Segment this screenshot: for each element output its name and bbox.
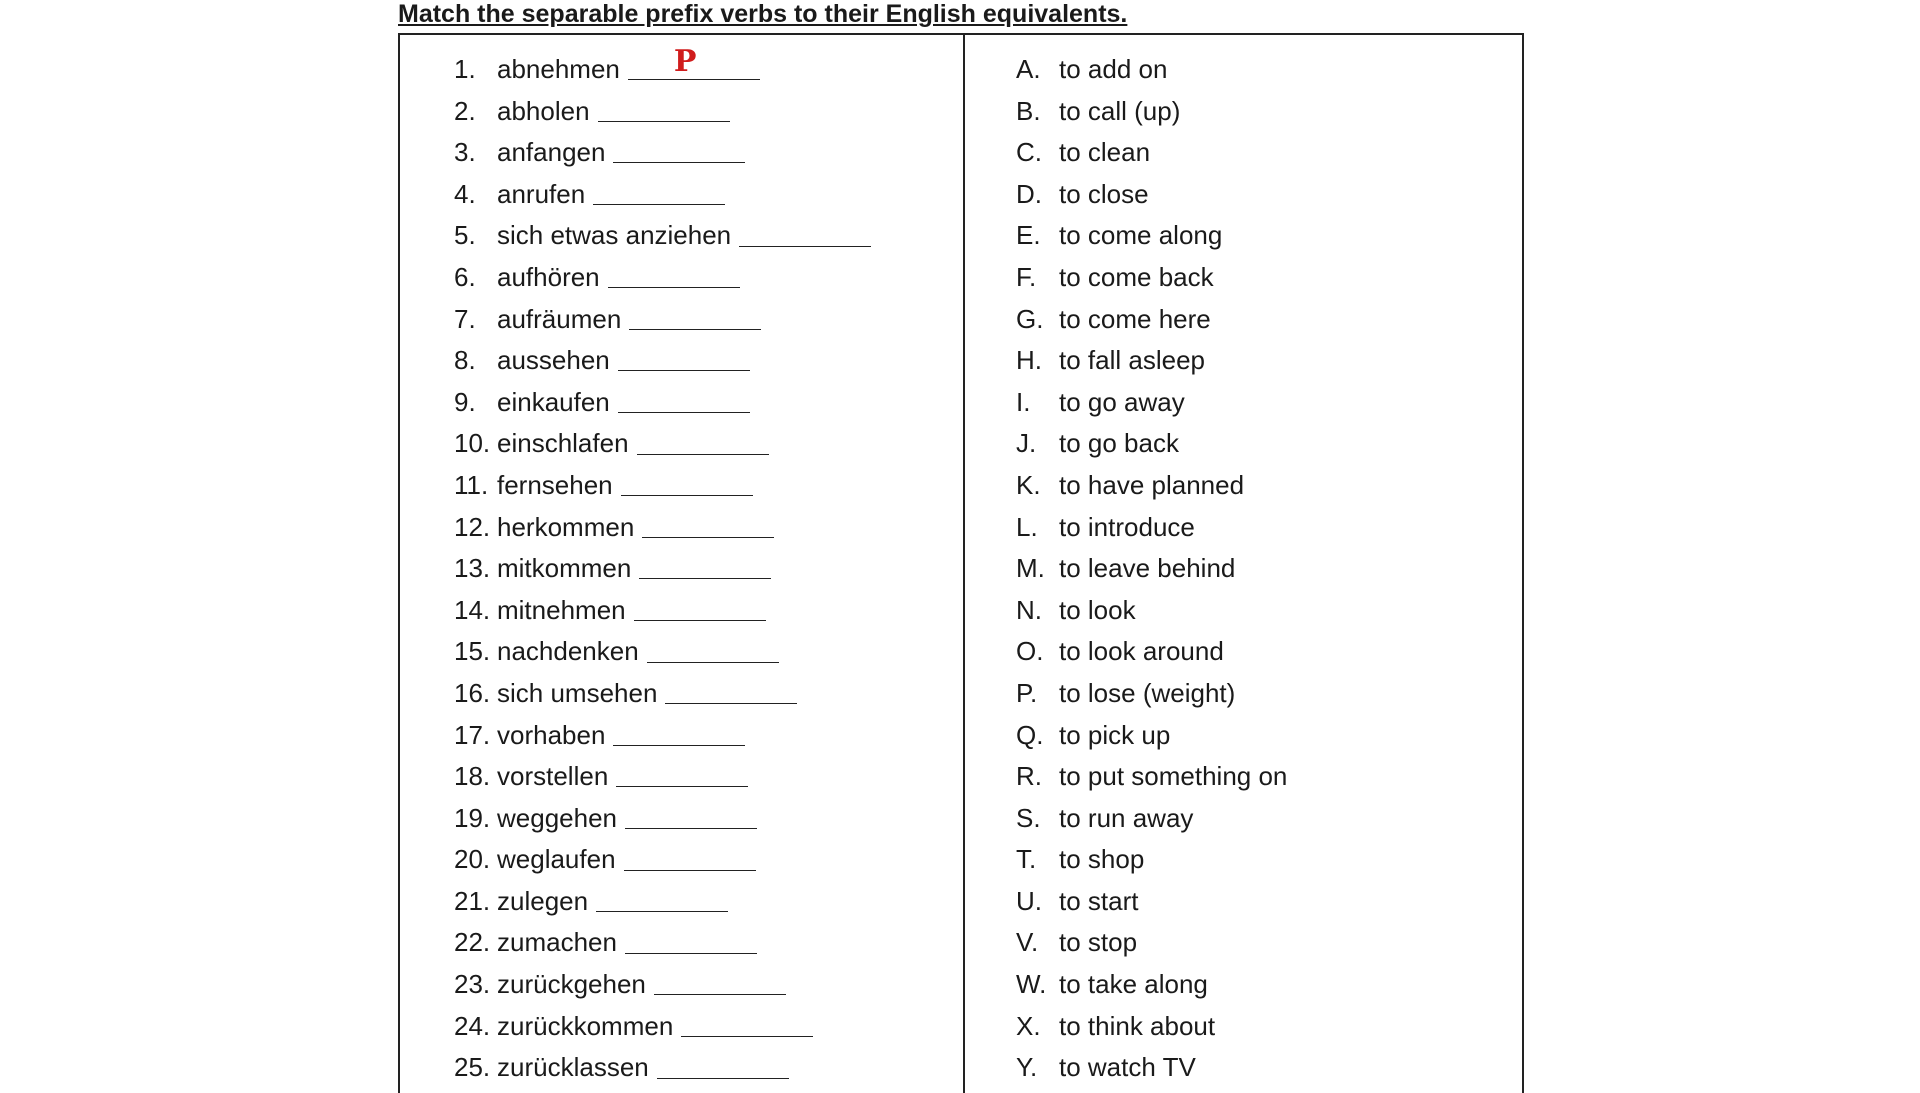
verb-term: vorstellen [497, 761, 609, 792]
verb-term: sich umsehen [497, 677, 658, 708]
definition-item [1016, 299, 1287, 341]
answer-blank[interactable] [613, 136, 745, 163]
verb-term: zurückgehen [497, 969, 646, 1000]
answer-blank[interactable] [628, 44, 760, 80]
definition-item [1016, 215, 1287, 257]
verb-term: einkaufen [497, 386, 610, 417]
definition-text: to run away [1059, 802, 1194, 833]
worksheet-title: Match the separable prefix verbs to their English equivalents. [398, 0, 1128, 28]
definition-text: to add on [1059, 54, 1168, 84]
verb-item [454, 922, 871, 964]
verb-number: 4. [454, 178, 476, 209]
verb-item [454, 340, 871, 382]
verb-number: 23. [454, 969, 491, 1000]
definition-letter: E. [1016, 220, 1041, 251]
answer-blank[interactable] [642, 511, 774, 538]
verb-number: 12. [454, 511, 491, 542]
verb-term: mitkommen [497, 553, 632, 584]
verb-term: mitnehmen [497, 594, 626, 625]
definition-text: to shop [1059, 844, 1145, 875]
verb-item [454, 465, 871, 507]
definition-item [1016, 132, 1287, 174]
verb-number: 15. [454, 636, 491, 667]
definition-text: to leave behind [1059, 553, 1236, 584]
definition-text: to clean [1059, 137, 1151, 168]
definition-letter: T. [1016, 844, 1037, 875]
definition-text: to call (up) [1059, 95, 1181, 126]
definition-letter: Y. [1016, 1052, 1038, 1083]
verb-item [454, 1006, 871, 1048]
answer-blank[interactable] [621, 469, 753, 496]
definition-text: to come here [1059, 303, 1211, 334]
definition-text: to fall asleep [1059, 345, 1205, 376]
definition-letter: R. [1016, 761, 1042, 792]
verb-number: 6. [454, 261, 476, 292]
definition-letter: P. [1016, 677, 1038, 708]
definition-item [1016, 49, 1287, 91]
verb-item [454, 423, 871, 465]
verb-term: herkommen [497, 511, 635, 542]
answer-blank[interactable] [634, 594, 766, 621]
verb-term: vorhaben [497, 719, 606, 750]
definition-text: to go away [1059, 386, 1185, 417]
definition-letter: H. [1016, 345, 1042, 376]
definition-letter: C. [1016, 137, 1042, 168]
answer-letter: P [673, 44, 697, 80]
definition-letter: L. [1016, 511, 1038, 542]
definition-text: to stop [1059, 927, 1138, 958]
definition-text: to put something on [1059, 761, 1288, 792]
verb-number: 20. [454, 844, 491, 875]
verb-term: zulegen [497, 885, 589, 916]
verb-item [454, 590, 871, 632]
verb-number: 22. [454, 927, 491, 958]
definition-letter: M. [1016, 553, 1045, 584]
definition-item [1016, 590, 1287, 632]
verb-term: nachdenken [497, 636, 639, 667]
verb-term: weggehen [497, 802, 617, 833]
definition-item [1016, 257, 1287, 299]
verb-term: zurücklassen [497, 1052, 649, 1083]
column-divider [963, 35, 965, 1093]
verb-number: 9. [454, 386, 476, 417]
definition-item [1016, 922, 1287, 964]
verb-item [454, 673, 871, 715]
verb-number: 1. [454, 54, 476, 84]
answer-blank[interactable] [665, 677, 797, 704]
definition-letter: N. [1016, 594, 1042, 625]
verb-item [454, 715, 871, 757]
definition-letter: B. [1016, 95, 1041, 126]
definition-letter: Q. [1016, 719, 1044, 750]
verb-term: anrufen [497, 178, 586, 209]
verb-number: 17. [454, 719, 491, 750]
verb-term: aufräumen [497, 303, 622, 334]
verb-number: 7. [454, 303, 476, 334]
definition-item [1016, 1006, 1287, 1048]
answer-blank[interactable] [593, 178, 725, 205]
verb-item [454, 91, 871, 133]
verb-item [454, 132, 871, 174]
answer-blank[interactable] [657, 1052, 789, 1079]
definition-text: to lose (weight) [1059, 677, 1236, 708]
verb-number: 3. [454, 137, 476, 168]
verb-term: abholen [497, 95, 590, 126]
verb-item [454, 215, 871, 257]
definition-letter: D. [1016, 178, 1042, 209]
definition-text: to come back [1059, 261, 1214, 292]
verb-item [454, 507, 871, 549]
verb-term: zurückkommen [497, 1010, 674, 1041]
verb-term: fernsehen [497, 469, 613, 500]
verb-term: aufhören [497, 261, 600, 292]
verb-item [454, 881, 871, 923]
definition-letter: X. [1016, 1010, 1041, 1041]
definition-text: to go back [1059, 428, 1179, 459]
answer-blank[interactable] [625, 802, 757, 829]
definition-item [1016, 798, 1287, 840]
definition-item [1016, 91, 1287, 133]
verb-number: 18. [454, 761, 491, 792]
definition-item [1016, 548, 1287, 590]
answer-blank[interactable] [613, 719, 745, 746]
definition-text: to come along [1059, 220, 1223, 251]
verb-term: abnehmen [497, 54, 620, 84]
definition-text: to look [1059, 594, 1136, 625]
verb-item [454, 964, 871, 1006]
verb-item [454, 548, 871, 590]
definition-item [1016, 1047, 1287, 1089]
answer-blank[interactable] [637, 428, 769, 455]
verb-list [454, 44, 871, 1089]
definition-item [1016, 631, 1287, 673]
answer-blank[interactable] [598, 95, 730, 122]
definition-letter: U. [1016, 885, 1042, 916]
verb-number: 2. [454, 95, 476, 126]
verb-number: 19. [454, 802, 491, 833]
verb-number: 25. [454, 1052, 491, 1083]
definition-text: to think about [1059, 1010, 1216, 1041]
definition-letter: W. [1016, 969, 1047, 1000]
definition-item [1016, 756, 1287, 798]
definition-text: to look around [1059, 636, 1224, 667]
answer-blank[interactable] [739, 220, 871, 247]
definition-letter: O. [1016, 636, 1044, 667]
definition-text: to have planned [1059, 469, 1245, 500]
answer-blank[interactable] [624, 844, 756, 871]
definition-text: to pick up [1059, 719, 1171, 750]
definition-list [1016, 49, 1287, 1089]
answer-blank[interactable] [629, 303, 761, 330]
definition-letter: V. [1016, 927, 1039, 958]
verb-item [454, 382, 871, 424]
definition-item [1016, 839, 1287, 881]
definition-text: to introduce [1059, 511, 1195, 542]
verb-number: 8. [454, 345, 476, 376]
verb-item [454, 631, 871, 673]
verb-term: zumachen [497, 927, 617, 958]
definition-letter: I. [1016, 386, 1031, 417]
definition-text: to start [1059, 885, 1139, 916]
definition-letter: A. [1016, 54, 1041, 84]
definition-item [1016, 465, 1287, 507]
definition-item [1016, 507, 1287, 549]
definition-item [1016, 964, 1287, 1006]
answer-blank[interactable] [596, 885, 728, 912]
verb-item [454, 839, 871, 881]
verb-number: 11. [454, 469, 489, 500]
definition-item [1016, 715, 1287, 757]
answer-blank[interactable] [681, 1010, 813, 1037]
definition-letter: S. [1016, 802, 1041, 833]
definition-letter: F. [1016, 261, 1037, 292]
definition-item [1016, 174, 1287, 216]
definition-item [1016, 340, 1287, 382]
definition-text: to close [1059, 178, 1149, 209]
definition-letter: J. [1016, 428, 1037, 459]
answer-blank[interactable] [639, 552, 771, 579]
verb-term: weglaufen [497, 844, 616, 875]
verb-item [454, 756, 871, 798]
verb-item [454, 257, 871, 299]
verb-term: anfangen [497, 137, 606, 168]
verb-item [454, 798, 871, 840]
verb-item [454, 1047, 871, 1089]
verb-term: sich etwas anziehen [497, 220, 732, 251]
verb-number: 24. [454, 1010, 491, 1041]
definition-item [1016, 881, 1287, 923]
answer-blank[interactable] [618, 386, 750, 413]
verb-term: aussehen [497, 345, 610, 376]
answer-blank[interactable] [608, 261, 740, 288]
verb-number: 13. [454, 553, 491, 584]
verb-item [454, 174, 871, 216]
answer-blank[interactable] [654, 968, 786, 995]
verb-number: 14. [454, 594, 491, 625]
verb-term: einschlafen [497, 428, 629, 459]
verb-number: 21. [454, 885, 491, 916]
definition-item [1016, 423, 1287, 465]
answer-blank[interactable] [647, 636, 779, 663]
definition-text: to take along [1059, 969, 1208, 1000]
answer-blank[interactable] [625, 927, 757, 954]
definition-item [1016, 382, 1287, 424]
verb-number: 5. [454, 220, 476, 251]
answer-blank[interactable] [616, 760, 748, 787]
verb-number: 16. [454, 677, 491, 708]
verb-item [454, 299, 871, 341]
verb-number: 10. [454, 428, 491, 459]
matching-table [398, 33, 1524, 1093]
definition-text: to watch TV [1059, 1052, 1196, 1083]
definition-letter: G. [1016, 303, 1044, 334]
definition-letter: K. [1016, 469, 1041, 500]
verb-item [454, 44, 871, 91]
answer-blank[interactable] [618, 344, 750, 371]
definition-item [1016, 673, 1287, 715]
